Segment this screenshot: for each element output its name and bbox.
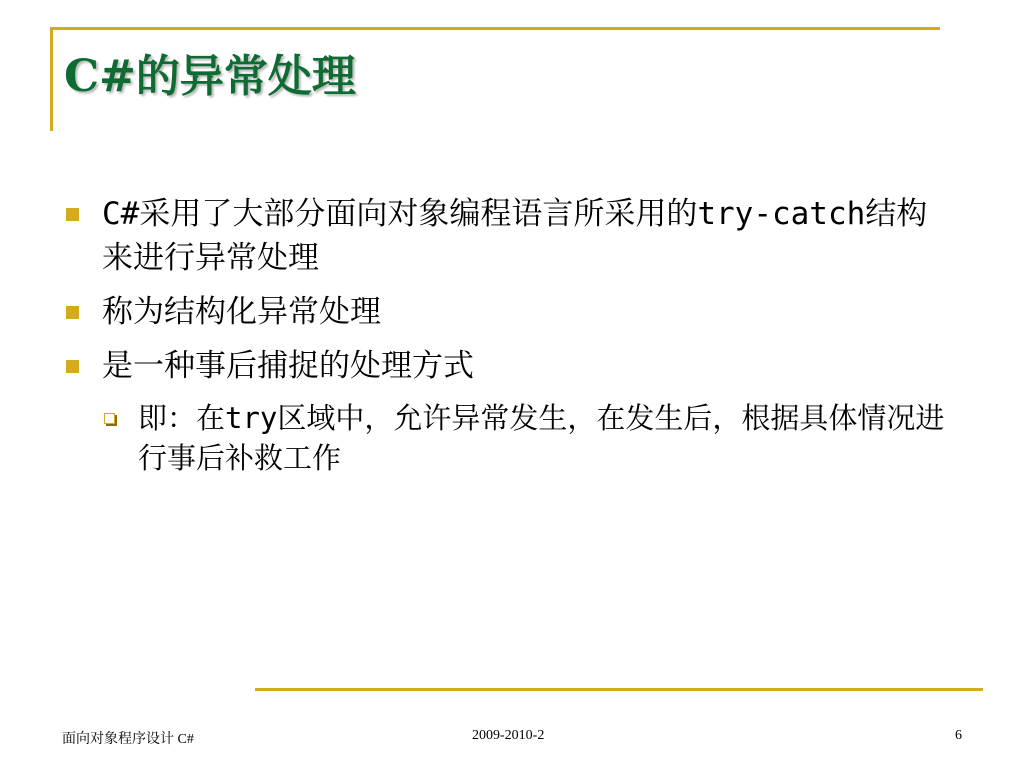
footer-course-title: 面向对象程序设计 C#	[62, 732, 194, 747]
square-bullet-icon	[66, 208, 79, 221]
bullet-text-run: try-catch	[697, 196, 866, 232]
bullet-text	[102, 192, 950, 280]
bullet-text-run: 结构来进行异常处理	[102, 196, 928, 276]
square-bullet-icon	[66, 306, 79, 319]
bullet-text-run: C#	[102, 196, 140, 232]
bullet-text-run: 即：在	[138, 401, 226, 435]
bullet-text-run: 采用了大部分面向对象编程语言所采用的	[139, 196, 698, 232]
bullet-text-run: 区域中，允许异常发生，在发生后，根据具体情况进行事后补救工作	[138, 401, 945, 475]
hollow-square-bullet-icon	[104, 413, 115, 424]
bullet-text-run: 称为结构化异常处理	[102, 294, 381, 330]
bullet-item	[60, 290, 950, 334]
bullet-item	[60, 344, 950, 388]
sub-bullet-text	[138, 398, 950, 478]
title-rule-left	[50, 27, 53, 131]
footer-rule	[255, 688, 983, 691]
title-rule-top	[50, 27, 940, 30]
footer-term: 2009-2010-2	[472, 728, 545, 743]
footer-page-number: 6	[955, 728, 962, 743]
bullet-list	[60, 192, 950, 478]
bullet-text-run: try	[225, 401, 278, 435]
bullet-item	[60, 192, 950, 280]
square-bullet-icon	[66, 360, 79, 373]
bullet-text	[102, 344, 950, 388]
bullet-text	[102, 290, 950, 334]
bullet-text-run: 是一种事后捕捉的处理方式	[102, 348, 474, 384]
slide-title: C#的异常处理	[64, 51, 356, 102]
sub-bullet-item	[102, 398, 950, 478]
